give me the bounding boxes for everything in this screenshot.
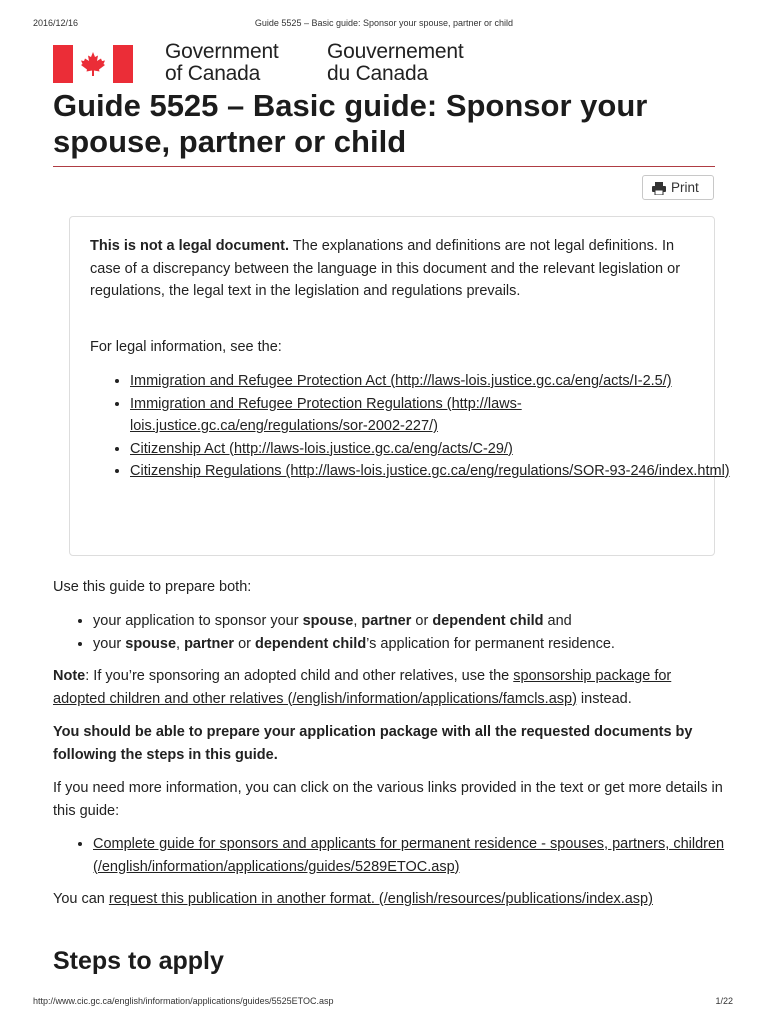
- list-item: [130, 438, 740, 461]
- maple-leaf-icon: [80, 51, 106, 77]
- section-heading-steps: Steps to apply: [53, 947, 224, 975]
- signature-en-line1: Government: [165, 40, 279, 63]
- printer-icon: [652, 182, 666, 195]
- link-irpr[interactable]: Immigration and Refugee Protection Regulations (http://laws-lois.justice.gc.ca/eng/regulations/sor-2002-227/): [130, 395, 522, 434]
- legal-links-list: [90, 370, 740, 483]
- signature-fr-line2: du Canada: [327, 62, 428, 85]
- note-paragraph: Note: If you’re sponsoring an adopted child and other relatives, use the sponsorship package for adopted children and other relatives (/english/information/applications/famcls.asp) instead.: [53, 668, 672, 707]
- link-citizenship-regulations[interactable]: Citizenship Regulations (http://laws-lois.justice.gc.ca/eng/regulations/SOR-93-246/index.html): [130, 463, 730, 479]
- signature-fr-line1: Gouvernement: [327, 40, 464, 63]
- request-paragraph: You can request this publication in another format. (/english/resources/publications/index.asp): [53, 891, 653, 907]
- legal-disclaimer: [90, 235, 690, 303]
- print-header-title: Guide 5525 – Basic guide: Sponsor your spouse, partner or child: [254, 18, 514, 28]
- disclaimer-text: The explanations and definitions are not legal definitions. In case of a discrepancy between the language in this document and the relevant legislation or regulations, the legal text in the legislation and regulations prevails.: [90, 238, 681, 299]
- canada-flag-icon: [53, 45, 133, 83]
- title-divider: [53, 166, 715, 167]
- guide-links-list: [53, 833, 763, 878]
- intro-paragraph: Use this guide to prepare both:: [53, 579, 252, 595]
- print-footer: [0, 996, 768, 1008]
- signature-french: [327, 41, 464, 85]
- list-item: [130, 393, 740, 438]
- link-citizenship-act[interactable]: Citizenship Act (http://laws-lois.justice.gc.ca/eng/acts/C-29/): [130, 440, 513, 457]
- link-sponsorship-package[interactable]: sponsorship package for adopted children and other relatives (/english/information/applications/famcls.asp): [53, 668, 672, 707]
- list-item: [93, 833, 763, 878]
- note-label: Note: [53, 668, 86, 684]
- government-of-canada-signature[interactable]: [53, 40, 493, 86]
- page-title: Guide 5525 – Basic guide: Sponsor your spouse, partner or child: [53, 88, 648, 159]
- page-number: 1/22: [715, 996, 733, 1006]
- list-item: [130, 370, 740, 393]
- bold-paragraph: You should be able to prepare your application package with all the requested documents by following the steps in this guide.: [53, 724, 693, 763]
- link-complete-guide[interactable]: Complete guide for sponsors and applicants for permanent residence - spouses, partners, children (/english/information/applications/guides/5289ETOC.asp): [93, 836, 725, 875]
- disclaimer-bold-lead: This is not a legal document.: [90, 238, 289, 254]
- link-irpa[interactable]: Immigration and Refugee Protection Act (http://laws-lois.justice.gc.ca/eng/acts/I-2.5/): [130, 373, 672, 389]
- print-button[interactable]: [642, 175, 714, 200]
- print-date: 2016/12/16: [33, 18, 79, 28]
- print-header: [0, 18, 768, 30]
- link-request-format[interactable]: request this publication in another format. (/english/resources/publications/index.asp): [108, 891, 653, 907]
- signature-en-line2: of Canada: [165, 62, 261, 85]
- legal-info-intro: For legal information, see the:: [90, 339, 282, 355]
- signature-english: [165, 41, 279, 85]
- prepare-list: [53, 610, 763, 655]
- list-item: • your spouse, partner or dependent child’s application for permanent residence.: [93, 633, 763, 656]
- legal-notice-box: [69, 216, 730, 556]
- list-item: • your application to sponsor your spouse, partner or dependent child and: [93, 610, 763, 633]
- print-footer-url: http://www.cic.gc.ca/english/information/applications/guides/5525ETOC.asp: [33, 996, 334, 1006]
- more-info-paragraph: If you need more information, you can click on the various links provided in the text or get more details in this guide:: [53, 780, 723, 819]
- print-button-label: Print: [671, 180, 699, 195]
- list-item: [130, 460, 740, 483]
